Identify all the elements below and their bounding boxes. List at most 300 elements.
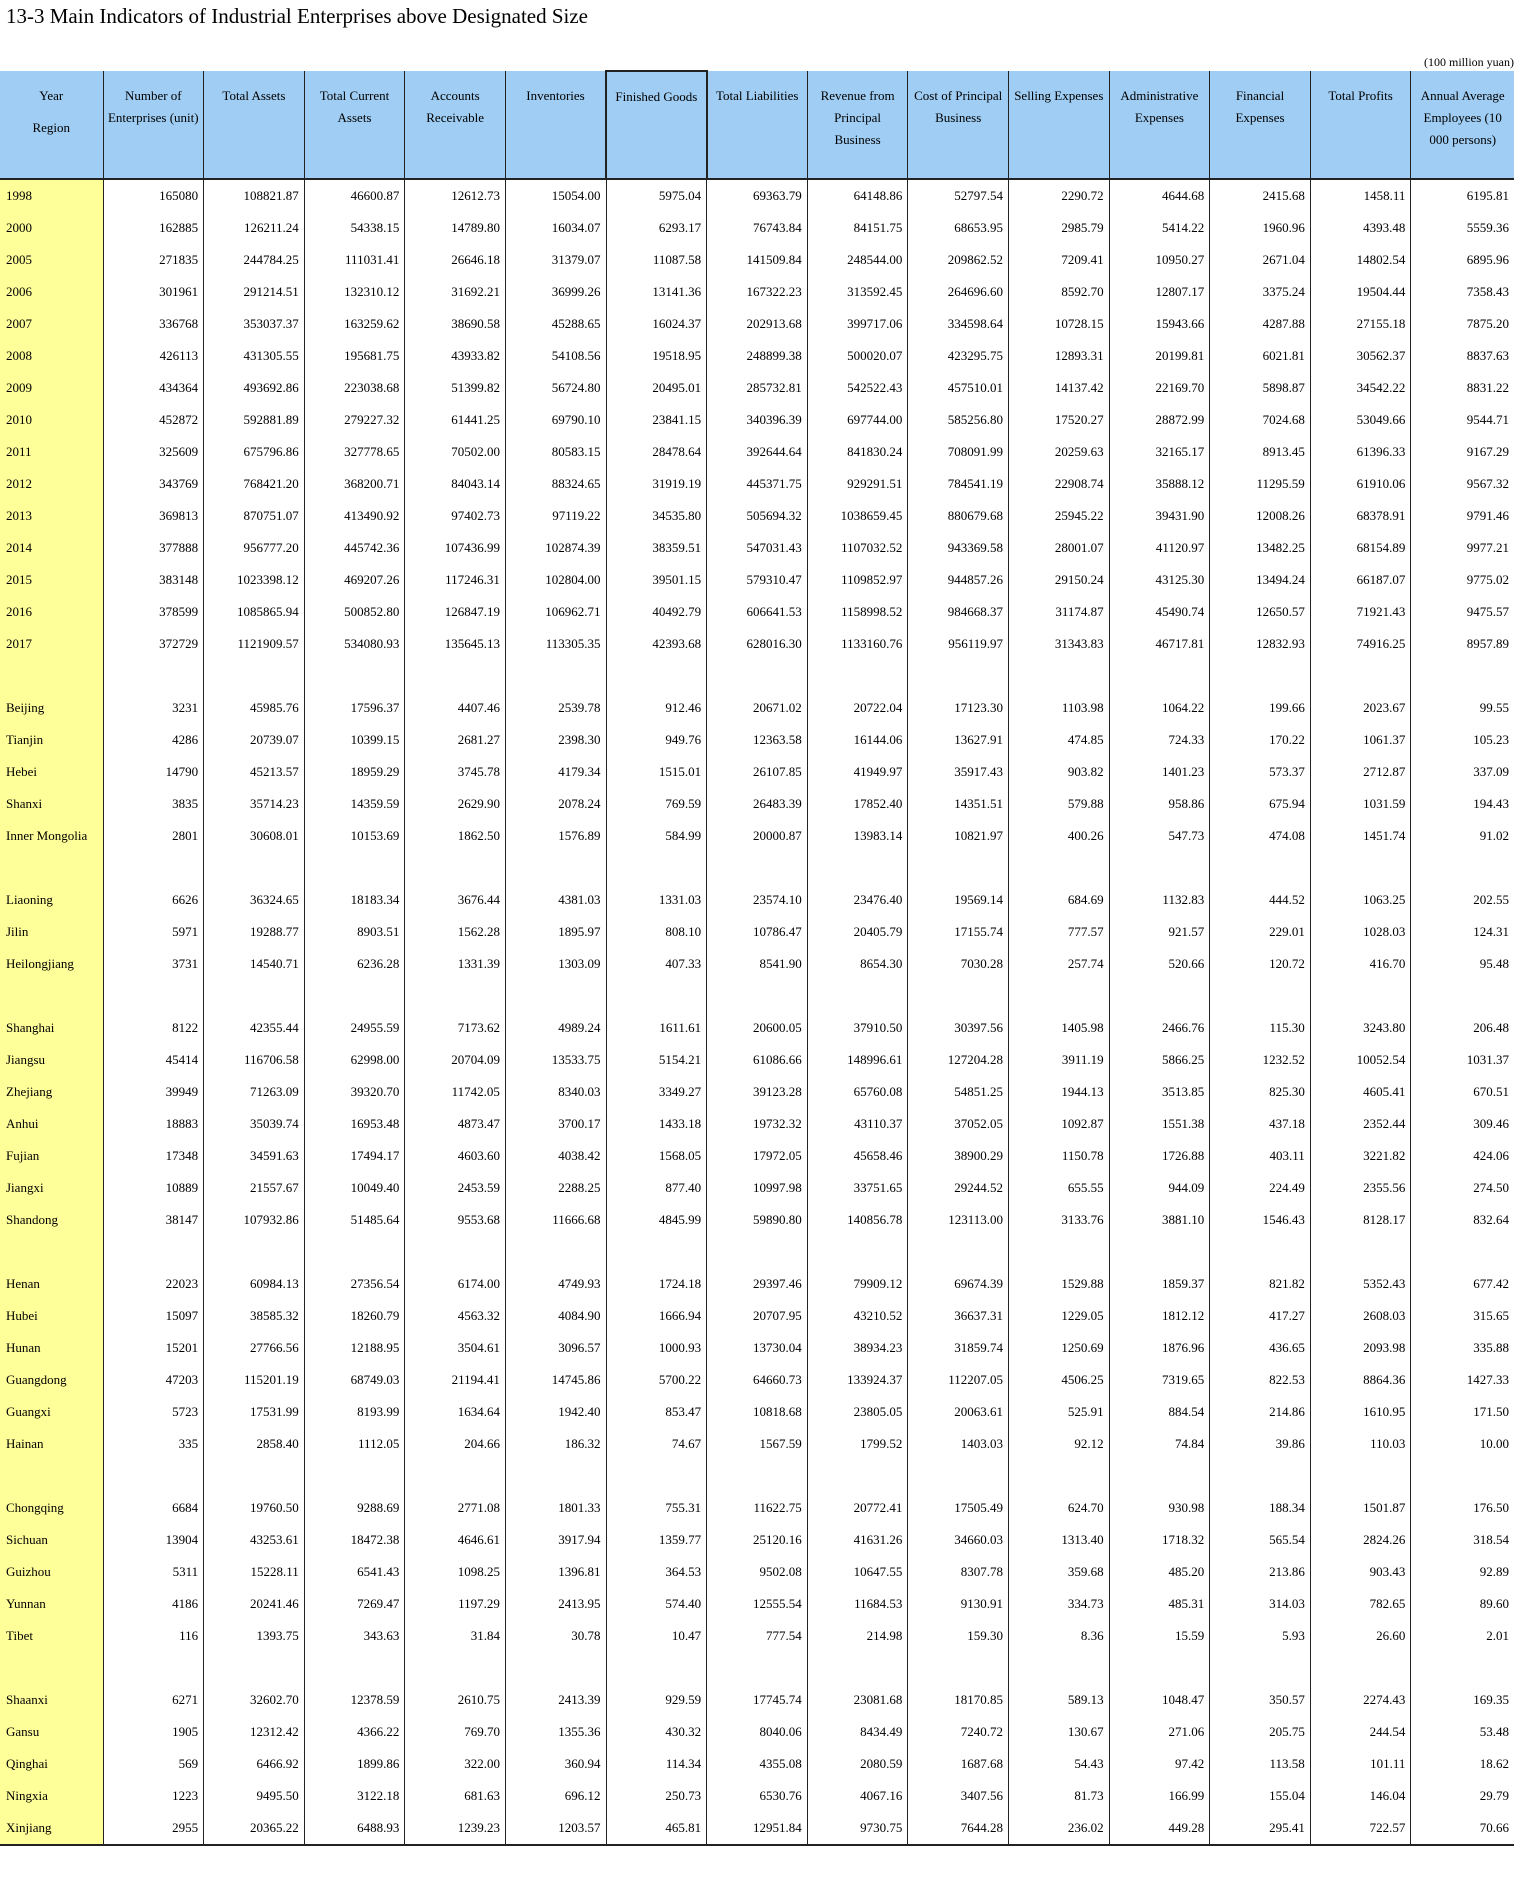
table-cell: 4084.90 xyxy=(505,1300,606,1332)
table-cell: 23574.10 xyxy=(707,884,808,916)
table-cell: 17745.74 xyxy=(707,1684,808,1716)
table-cell: 16034.07 xyxy=(505,212,606,244)
spacer-cell xyxy=(204,1236,305,1268)
table-cell: 20495.01 xyxy=(606,372,707,404)
table-cell: 43210.52 xyxy=(807,1300,908,1332)
table-cell: 107932.86 xyxy=(204,1204,305,1236)
table-cell: 1405.98 xyxy=(1008,1012,1109,1044)
table-cell: 22169.70 xyxy=(1109,372,1210,404)
table-cell: 708091.99 xyxy=(908,436,1009,468)
table-row xyxy=(0,916,1514,948)
table-cell: 18260.79 xyxy=(304,1300,405,1332)
table-row xyxy=(0,1172,1514,1204)
table-cell: 474.85 xyxy=(1008,724,1109,756)
table-row xyxy=(0,1076,1514,1108)
table-cell: 2355.56 xyxy=(1310,1172,1411,1204)
table-cell: 47203 xyxy=(165,1372,199,1387)
spacer-cell xyxy=(1411,1652,1514,1684)
table-cell: 37910.50 xyxy=(807,1012,908,1044)
row-label: 2010 xyxy=(0,404,103,436)
header-row xyxy=(0,71,1514,179)
table-cell: 95.48 xyxy=(1411,948,1514,980)
table-cell: 1232.52 xyxy=(1210,1044,1311,1076)
table-cell: 3096.57 xyxy=(505,1332,606,1364)
table-cell: 54851.25 xyxy=(908,1076,1009,1108)
table-cell: 248544.00 xyxy=(807,244,908,276)
table-cell: 105.23 xyxy=(1411,724,1514,756)
table-cell: 120.72 xyxy=(1210,948,1311,980)
spacer-cell xyxy=(606,980,707,1012)
table-row xyxy=(0,1588,1514,1620)
table-cell: 360.94 xyxy=(505,1748,606,1780)
region-header: Region xyxy=(32,120,71,135)
table-cell: 1812.12 xyxy=(1109,1300,1210,1332)
row-label: Gansu xyxy=(0,1716,103,1748)
table-cell: 2955 xyxy=(103,1812,204,1845)
table-cell: 71921.43 xyxy=(1310,596,1411,628)
table-cell: 8122 xyxy=(172,1020,199,1035)
table-cell: 9475.57 xyxy=(1411,596,1514,628)
table-cell: 1023398.12 xyxy=(204,564,305,596)
table-row xyxy=(0,1012,1514,1044)
table-cell: 784541.19 xyxy=(908,468,1009,500)
table-cell: 2.01 xyxy=(1411,1620,1514,1652)
table-cell: 19732.32 xyxy=(707,1108,808,1140)
table-cell: 2398.30 xyxy=(505,724,606,756)
table-cell: 1121909.57 xyxy=(204,628,305,660)
spacer-cell xyxy=(103,980,204,1012)
table-cell: 769.70 xyxy=(405,1716,506,1748)
table-cell: 9775.02 xyxy=(1411,564,1514,596)
column-header: Total Profits xyxy=(1310,71,1411,179)
table-cell: 5700.22 xyxy=(606,1364,707,1396)
table-cell: 27356.54 xyxy=(304,1268,405,1300)
row-label: Xinjiang xyxy=(0,1812,103,1845)
table-cell: 74.67 xyxy=(606,1428,707,1460)
table-cell: 244.54 xyxy=(1310,1716,1411,1748)
table-cell: 34542.22 xyxy=(1310,372,1411,404)
table-cell: 30397.56 xyxy=(908,1012,1009,1044)
table-cell: 68378.91 xyxy=(1310,500,1411,532)
table-row xyxy=(0,276,1514,308)
table-cell: 19518.95 xyxy=(606,340,707,372)
table-cell: 350.57 xyxy=(1210,1684,1311,1716)
table-cell: 18183.34 xyxy=(304,884,405,916)
table-cell: 1048.47 xyxy=(1109,1684,1210,1716)
table-cell: 1158998.52 xyxy=(807,596,908,628)
table-cell: 4393.48 xyxy=(1310,212,1411,244)
table-cell: 38900.29 xyxy=(908,1140,1009,1172)
column-header: Financial Expenses xyxy=(1210,71,1311,179)
table-cell: 1724.18 xyxy=(606,1268,707,1300)
table-cell: 51485.64 xyxy=(304,1204,405,1236)
table-cell: 1718.32 xyxy=(1109,1524,1210,1556)
table-cell: 15228.11 xyxy=(204,1556,305,1588)
table-cell: 36637.31 xyxy=(908,1300,1009,1332)
table-cell: 163259.62 xyxy=(304,308,405,340)
table-cell: 426113 xyxy=(159,348,199,363)
row-label: Anhui xyxy=(0,1108,103,1140)
table-cell: 34591.63 xyxy=(204,1140,305,1172)
table-cell: 1239.23 xyxy=(405,1812,506,1845)
row-label: Tibet xyxy=(0,1620,103,1652)
spacer-cell xyxy=(304,852,405,884)
table-cell: 5866.25 xyxy=(1109,1044,1210,1076)
table-cell: 20199.81 xyxy=(1109,340,1210,372)
table-cell: 309.46 xyxy=(1411,1108,1514,1140)
table-cell: 4603.60 xyxy=(405,1140,506,1172)
table-cell: 11742.05 xyxy=(405,1076,506,1108)
row-label: 2008 xyxy=(0,340,103,372)
spacer-cell xyxy=(103,1460,204,1492)
table-cell: 334598.64 xyxy=(908,308,1009,340)
table-cell: 825.30 xyxy=(1210,1076,1311,1108)
table-cell: 26107.85 xyxy=(707,756,808,788)
table-row xyxy=(0,1204,1514,1236)
table-cell: 21194.41 xyxy=(405,1364,506,1396)
table-cell: 39.86 xyxy=(1210,1428,1311,1460)
table-cell: 7030.28 xyxy=(908,948,1009,980)
table-cell: 377888 xyxy=(159,540,199,555)
spacer-cell xyxy=(304,1236,405,1268)
table-cell: 20241.46 xyxy=(204,1588,305,1620)
spacer-cell xyxy=(405,980,506,1012)
table-cell: 5971 xyxy=(172,924,199,939)
table-cell: 343.63 xyxy=(304,1620,405,1652)
spacer-cell xyxy=(707,1652,808,1684)
row-label: Guangxi xyxy=(0,1396,103,1428)
table-cell: 3731 xyxy=(172,956,199,971)
spacer-cell xyxy=(1411,980,1514,1012)
table-cell: 264696.60 xyxy=(908,276,1009,308)
table-cell: 31692.21 xyxy=(405,276,506,308)
table-cell: 9567.32 xyxy=(1411,468,1514,500)
table-cell: 11295.59 xyxy=(1210,468,1311,500)
row-label: Beijing xyxy=(0,692,103,724)
table-cell: 148996.61 xyxy=(807,1044,908,1076)
table-cell: 13141.36 xyxy=(606,276,707,308)
table-cell: 92.12 xyxy=(1008,1428,1109,1460)
spacer-cell xyxy=(304,1652,405,1684)
table-row xyxy=(0,1108,1514,1140)
table-cell: 23476.40 xyxy=(807,884,908,916)
table-cell: 35039.74 xyxy=(204,1108,305,1140)
table-cell: 15943.66 xyxy=(1109,308,1210,340)
table-cell: 2023.67 xyxy=(1310,692,1411,724)
table-cell: 25945.22 xyxy=(1008,500,1109,532)
table-cell: 400.26 xyxy=(1008,820,1109,852)
table-cell: 3221.82 xyxy=(1310,1140,1411,1172)
table-cell: 167322.23 xyxy=(707,276,808,308)
table-cell: 697744.00 xyxy=(807,404,908,436)
table-cell: 26.60 xyxy=(1310,1620,1411,1652)
table-cell: 20739.07 xyxy=(204,724,305,756)
table-cell: 1433.18 xyxy=(606,1108,707,1140)
table-cell: 116706.58 xyxy=(204,1044,305,1076)
table-cell: 1576.89 xyxy=(505,820,606,852)
table-cell: 8903.51 xyxy=(304,916,405,948)
table-cell: 23081.68 xyxy=(807,1684,908,1716)
table-cell: 3881.10 xyxy=(1109,1204,1210,1236)
table-cell: 159.30 xyxy=(908,1620,1009,1652)
table-cell: 378599 xyxy=(159,604,199,619)
table-cell: 1331.39 xyxy=(405,948,506,980)
table-cell: 6021.81 xyxy=(1210,340,1311,372)
row-label: Fujian xyxy=(0,1140,103,1172)
table-cell: 17520.27 xyxy=(1008,404,1109,436)
table-cell: 46600.87 xyxy=(304,179,405,212)
table-cell: 20707.95 xyxy=(707,1300,808,1332)
table-cell: 20671.02 xyxy=(707,692,808,724)
table-cell: 684.69 xyxy=(1008,884,1109,916)
table-cell: 113305.35 xyxy=(505,628,606,660)
table-cell: 117246.31 xyxy=(405,564,506,596)
table-cell: 921.57 xyxy=(1109,916,1210,948)
table-cell: 903.82 xyxy=(1008,756,1109,788)
table-cell: 17972.05 xyxy=(707,1140,808,1172)
table-cell: 1666.94 xyxy=(606,1300,707,1332)
table-cell: 853.47 xyxy=(606,1396,707,1428)
table-cell: 2608.03 xyxy=(1310,1300,1411,1332)
table-cell: 841830.24 xyxy=(807,436,908,468)
row-label: 2012 xyxy=(0,468,103,500)
table-cell: 769.59 xyxy=(606,788,707,820)
table-cell: 204.66 xyxy=(405,1428,506,1460)
table-cell: 340396.39 xyxy=(707,404,808,436)
table-cell: 520.66 xyxy=(1109,948,1210,980)
row-label: 2000 xyxy=(0,212,103,244)
table-cell: 43253.61 xyxy=(204,1524,305,1556)
table-cell: 257.74 xyxy=(1008,948,1109,980)
table-cell: 2712.87 xyxy=(1310,756,1411,788)
row-label: Shanghai xyxy=(0,1012,103,1044)
table-cell: 20063.61 xyxy=(908,1396,1009,1428)
table-cell: 4506.25 xyxy=(1008,1364,1109,1396)
table-cell: 7209.41 xyxy=(1008,244,1109,276)
table-cell: 335.88 xyxy=(1411,1332,1514,1364)
table-cell: 10786.47 xyxy=(707,916,808,948)
table-cell: 236.02 xyxy=(1008,1812,1109,1845)
table-cell: 8128.17 xyxy=(1310,1204,1411,1236)
column-header: Annual Average Employees (10 000 persons) xyxy=(1411,71,1514,179)
spacer-cell xyxy=(1310,1236,1411,1268)
spacer-cell xyxy=(1210,660,1311,692)
row-label: 2016 xyxy=(0,596,103,628)
table-cell: 1028.03 xyxy=(1310,916,1411,948)
table-cell: 542522.43 xyxy=(807,372,908,404)
table-row xyxy=(0,1780,1514,1812)
table-row xyxy=(0,1268,1514,1300)
table-cell: 493692.86 xyxy=(204,372,305,404)
table-cell: 465.81 xyxy=(606,1812,707,1845)
spacer-cell xyxy=(1210,852,1311,884)
table-cell: 1303.09 xyxy=(505,948,606,980)
table-cell: 27766.56 xyxy=(204,1332,305,1364)
table-cell: 525.91 xyxy=(1008,1396,1109,1428)
table-cell: 423295.75 xyxy=(908,340,1009,372)
column-header: Inventories xyxy=(505,71,606,179)
table-cell: 343769 xyxy=(159,476,199,491)
table-cell: 2681.27 xyxy=(405,724,506,756)
table-cell: 97.42 xyxy=(1109,1748,1210,1780)
table-cell: 135645.13 xyxy=(405,628,506,660)
table-cell: 8340.03 xyxy=(505,1076,606,1108)
spacer-cell xyxy=(103,1652,204,1684)
table-cell: 71263.09 xyxy=(204,1076,305,1108)
table-row xyxy=(0,1812,1514,1845)
table-cell: 12650.57 xyxy=(1210,596,1311,628)
table-cell: 327778.65 xyxy=(304,436,405,468)
row-label: Chongqing xyxy=(0,1492,103,1524)
table-cell: 1203.57 xyxy=(505,1812,606,1845)
table-cell: 449.28 xyxy=(1109,1812,1210,1845)
spacer-cell xyxy=(1411,660,1514,692)
table-cell: 6293.17 xyxy=(606,212,707,244)
table-cell: 912.46 xyxy=(606,692,707,724)
table-cell: 956119.97 xyxy=(908,628,1009,660)
table-cell: 7173.62 xyxy=(405,1012,506,1044)
table-cell: 12612.73 xyxy=(405,179,506,212)
table-cell: 1551.38 xyxy=(1109,1108,1210,1140)
table-cell: 92.89 xyxy=(1411,1556,1514,1588)
table-cell: 1107032.52 xyxy=(807,532,908,564)
spacer-cell xyxy=(807,980,908,1012)
spacer-cell xyxy=(606,660,707,692)
table-cell: 10399.15 xyxy=(304,724,405,756)
table-cell: 14359.59 xyxy=(304,788,405,820)
spacer-cell xyxy=(1109,980,1210,1012)
table-cell: 579310.47 xyxy=(707,564,808,596)
spacer-cell xyxy=(1210,980,1311,1012)
table-cell: 6271 xyxy=(172,1692,199,1707)
table-cell: 133924.37 xyxy=(807,1364,908,1396)
table-cell: 30608.01 xyxy=(204,820,305,852)
table-cell: 944.09 xyxy=(1109,1172,1210,1204)
table-row xyxy=(0,372,1514,404)
table-cell: 16144.06 xyxy=(807,724,908,756)
table-cell: 171.50 xyxy=(1411,1396,1514,1428)
table-cell: 436.65 xyxy=(1210,1332,1311,1364)
spacer-cell xyxy=(606,852,707,884)
table-cell: 29150.24 xyxy=(1008,564,1109,596)
table-cell: 274.50 xyxy=(1411,1172,1514,1204)
table-cell: 315.65 xyxy=(1411,1300,1514,1332)
table-cell: 188.34 xyxy=(1210,1492,1311,1524)
spacer-cell xyxy=(908,980,1009,1012)
table-cell: 13482.25 xyxy=(1210,532,1311,564)
table-cell: 2078.24 xyxy=(505,788,606,820)
table-cell: 4563.32 xyxy=(405,1300,506,1332)
column-header: Administrative Expenses xyxy=(1109,71,1210,179)
table-cell: 53.48 xyxy=(1411,1716,1514,1748)
table-cell: 22023 xyxy=(165,1276,199,1291)
table-cell: 115201.19 xyxy=(204,1364,305,1396)
spacer-cell xyxy=(204,660,305,692)
table-cell: 53049.66 xyxy=(1310,404,1411,436)
table-cell: 407.33 xyxy=(606,948,707,980)
table-cell: 202.55 xyxy=(1411,884,1514,916)
table-cell: 18170.85 xyxy=(908,1684,1009,1716)
table-cell: 69790.10 xyxy=(505,404,606,436)
year-header: Year xyxy=(39,88,64,103)
table-cell: 768421.20 xyxy=(204,468,305,500)
table-cell: 45658.46 xyxy=(807,1140,908,1172)
spacer-cell xyxy=(1210,1236,1311,1268)
table-cell: 1960.96 xyxy=(1210,212,1311,244)
table-row xyxy=(0,1364,1514,1396)
table-cell: 15054.00 xyxy=(505,179,606,212)
table-cell: 2610.75 xyxy=(405,1684,506,1716)
table-cell: 6488.93 xyxy=(304,1812,405,1845)
table-cell: 1895.97 xyxy=(505,916,606,948)
table-cell: 944857.26 xyxy=(908,564,1009,596)
row-label: 2006 xyxy=(0,276,103,308)
row-label: Hunan xyxy=(0,1332,103,1364)
table-cell: 724.33 xyxy=(1109,724,1210,756)
table-cell: 11684.53 xyxy=(807,1588,908,1620)
table-cell: 42393.68 xyxy=(606,628,707,660)
table-cell: 34660.03 xyxy=(908,1524,1009,1556)
table-row xyxy=(0,1428,1514,1460)
spacer-cell xyxy=(1411,1236,1514,1268)
table-cell: 6236.28 xyxy=(304,948,405,980)
table-cell: 70502.00 xyxy=(405,436,506,468)
table-cell: 929.59 xyxy=(606,1684,707,1716)
table-cell: 162885 xyxy=(159,220,199,235)
table-cell: 3911.19 xyxy=(1008,1044,1109,1076)
table-cell: 12363.58 xyxy=(707,724,808,756)
table-row xyxy=(0,308,1514,340)
table-cell: 19760.50 xyxy=(204,1492,305,1524)
table-row xyxy=(0,244,1514,276)
table-cell: 4644.68 xyxy=(1109,179,1210,212)
table-cell: 318.54 xyxy=(1411,1524,1514,1556)
table-cell: 11622.75 xyxy=(707,1492,808,1524)
table-cell: 4038.42 xyxy=(505,1140,606,1172)
table-cell: 43933.82 xyxy=(405,340,506,372)
spacer-cell xyxy=(1411,852,1514,884)
table-cell: 31379.07 xyxy=(505,244,606,276)
table-cell: 1355.36 xyxy=(505,1716,606,1748)
table-cell: 20259.63 xyxy=(1008,436,1109,468)
table-cell: 17531.99 xyxy=(204,1396,305,1428)
table-cell: 3133.76 xyxy=(1008,1204,1109,1236)
table-cell: 38359.51 xyxy=(606,532,707,564)
table-cell: 66187.07 xyxy=(1310,564,1411,596)
spacer-cell xyxy=(505,1460,606,1492)
table-cell: 1150.78 xyxy=(1008,1140,1109,1172)
table-cell: 322.00 xyxy=(405,1748,506,1780)
row-label: Shaanxi xyxy=(0,1684,103,1716)
table-cell: 39431.90 xyxy=(1109,500,1210,532)
table-cell: 68653.95 xyxy=(908,212,1009,244)
table-cell: 3504.61 xyxy=(405,1332,506,1364)
table-cell: 45985.76 xyxy=(204,692,305,724)
table-cell: 10728.15 xyxy=(1008,308,1109,340)
table-cell: 169.35 xyxy=(1411,1684,1514,1716)
table-cell: 4067.16 xyxy=(807,1780,908,1812)
table-cell: 1313.40 xyxy=(1008,1524,1109,1556)
table-cell: 9730.75 xyxy=(807,1812,908,1845)
table-cell: 7358.43 xyxy=(1411,276,1514,308)
table-cell: 33751.65 xyxy=(807,1172,908,1204)
table-cell: 130.67 xyxy=(1008,1716,1109,1748)
table-cell: 334.73 xyxy=(1008,1588,1109,1620)
table-cell: 1567.59 xyxy=(707,1428,808,1460)
table-cell: 1687.68 xyxy=(908,1748,1009,1780)
table-cell: 141509.84 xyxy=(707,244,808,276)
table-cell: 110.03 xyxy=(1310,1428,1411,1460)
